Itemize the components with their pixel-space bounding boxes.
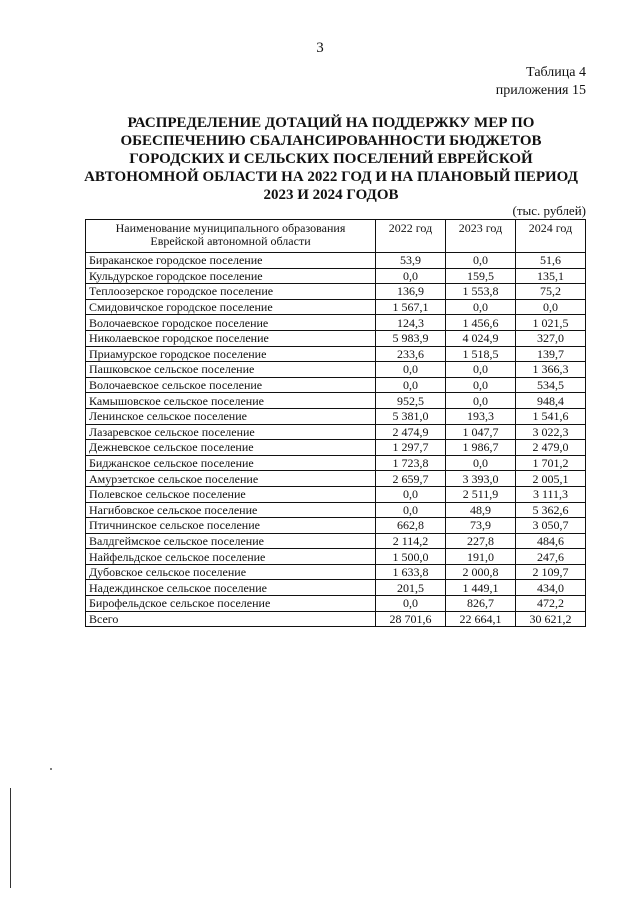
cell-amount-2022: 1 723,8 <box>376 455 446 471</box>
cell-amount-2023: 1 456,6 <box>446 315 516 331</box>
table-row <box>86 533 586 549</box>
cell-municipality-name: Кульдурское городское поселение <box>86 268 376 284</box>
cell-municipality-name: Дежневское сельское поселение <box>86 440 376 456</box>
cell-municipality-name: Нагибовское сельское поселение <box>86 502 376 518</box>
cell-amount-2023: 193,3 <box>446 408 516 424</box>
cell-amount-2024: 434,0 <box>516 580 586 596</box>
cell-amount-2022: 136,9 <box>376 284 446 300</box>
table-header-row <box>86 220 586 253</box>
cell-municipality-name: Дубовское сельское поселение <box>86 564 376 580</box>
table-row <box>86 424 586 440</box>
table-row <box>86 315 586 331</box>
cell-amount-2024: 2 109,7 <box>516 564 586 580</box>
header-2024: 2024 год <box>516 220 586 253</box>
cell-municipality-name: Бираканское городское поселение <box>86 253 376 269</box>
table-row <box>86 346 586 362</box>
cell-amount-2023: 0,0 <box>446 299 516 315</box>
cell-amount-2024: 3 111,3 <box>516 486 586 502</box>
cell-amount-2022: 2 114,2 <box>376 533 446 549</box>
cell-amount-2024: 3 022,3 <box>516 424 586 440</box>
table-row <box>86 471 586 487</box>
cell-municipality-name: Надеждинское сельское поселение <box>86 580 376 596</box>
cell-municipality-name: Найфельдское сельское поселение <box>86 549 376 565</box>
cell-amount-2023: 1 986,7 <box>446 440 516 456</box>
table-row <box>86 408 586 424</box>
cell-amount-2022: 952,5 <box>376 393 446 409</box>
cell-amount-2023: 0,0 <box>446 393 516 409</box>
cell-amount-2022: 5 983,9 <box>376 330 446 346</box>
cell-amount-2022: 0,0 <box>376 377 446 393</box>
cell-amount-2024: 3 050,7 <box>516 518 586 534</box>
cell-amount-2023: 22 664,1 <box>446 611 516 627</box>
cell-municipality-name: Птичнинское сельское поселение <box>86 518 376 534</box>
header-2022: 2022 год <box>376 220 446 253</box>
cell-municipality-name: Всего <box>86 611 376 627</box>
cell-municipality-name: Теплоозерское городское поселение <box>86 284 376 300</box>
header-municipality: Наименование муниципального образования Еврейской автономной области <box>86 220 376 253</box>
table-number: Таблица 4 <box>526 65 586 80</box>
cell-amount-2024: 1 541,6 <box>516 408 586 424</box>
cell-amount-2022: 2 659,7 <box>376 471 446 487</box>
cell-amount-2023: 1 518,5 <box>446 346 516 362</box>
cell-municipality-name: Смидовичское городское поселение <box>86 299 376 315</box>
cell-amount-2022: 0,0 <box>376 362 446 378</box>
cell-municipality-name: Бирофельдское сельское поселение <box>86 596 376 612</box>
table-row <box>86 440 586 456</box>
cell-amount-2024: 327,0 <box>516 330 586 346</box>
cell-amount-2022: 1 500,0 <box>376 549 446 565</box>
table-row <box>86 299 586 315</box>
cell-amount-2022: 0,0 <box>376 268 446 284</box>
table-row <box>86 268 586 284</box>
cell-municipality-name: Полевское сельское поселение <box>86 486 376 502</box>
cell-municipality-name: Камышовское сельское поселение <box>86 393 376 409</box>
cell-amount-2024: 534,5 <box>516 377 586 393</box>
table-row <box>86 518 586 534</box>
cell-amount-2022: 0,0 <box>376 596 446 612</box>
cell-municipality-name: Амурзетское сельское поселение <box>86 471 376 487</box>
cell-amount-2024: 247,6 <box>516 549 586 565</box>
cell-amount-2024: 75,2 <box>516 284 586 300</box>
table-reference <box>496 64 586 100</box>
cell-amount-2024: 2 005,1 <box>516 471 586 487</box>
cell-amount-2022: 28 701,6 <box>376 611 446 627</box>
cell-amount-2024: 472,2 <box>516 596 586 612</box>
cell-amount-2023: 227,8 <box>446 533 516 549</box>
table-row <box>86 377 586 393</box>
scan-speck <box>50 768 52 770</box>
table-row <box>86 284 586 300</box>
cell-amount-2024: 51,6 <box>516 253 586 269</box>
header-2023: 2023 год <box>446 220 516 253</box>
cell-amount-2023: 0,0 <box>446 362 516 378</box>
cell-amount-2024: 484,6 <box>516 533 586 549</box>
table-row <box>86 486 586 502</box>
cell-municipality-name: Волочаевское сельское поселение <box>86 377 376 393</box>
cell-amount-2024: 0,0 <box>516 299 586 315</box>
cell-amount-2023: 0,0 <box>446 253 516 269</box>
table-row <box>86 393 586 409</box>
cell-amount-2022: 0,0 <box>376 486 446 502</box>
cell-amount-2022: 2 474,9 <box>376 424 446 440</box>
cell-amount-2023: 0,0 <box>446 455 516 471</box>
cell-amount-2022: 201,5 <box>376 580 446 596</box>
units-label: (тыс. рублей) <box>512 203 586 218</box>
cell-amount-2024: 1 366,3 <box>516 362 586 378</box>
cell-amount-2022: 1 567,1 <box>376 299 446 315</box>
cell-amount-2022: 0,0 <box>376 502 446 518</box>
cell-amount-2023: 4 024,9 <box>446 330 516 346</box>
table-row <box>86 502 586 518</box>
cell-amount-2024: 5 362,6 <box>516 502 586 518</box>
cell-amount-2022: 233,6 <box>376 346 446 362</box>
cell-amount-2023: 191,0 <box>446 549 516 565</box>
cell-amount-2023: 2 511,9 <box>446 486 516 502</box>
cell-amount-2024: 30 621,2 <box>516 611 586 627</box>
page-number: 3 <box>316 40 324 56</box>
document-title: РАСПРЕДЕЛЕНИЕ ДОТАЦИЙ НА ПОДДЕРЖКУ МЕР ПО ОБЕСПЕЧЕНИЮ СБАЛАНСИРОВАННОСТИ БЮДЖЕТОВ ГОРОДСКИХ И СЕЛЬСКИХ ПОСЕЛЕНИЙ ЕВРЕЙСКОЙ АВТОНОМНОЙ ОБЛАСТИ НА 2022 ГОД И НА ПЛАНОВЫЙ ПЕРИОД 2023 И 2024 ГОДОВ <box>84 115 578 203</box>
cell-amount-2023: 826,7 <box>446 596 516 612</box>
table-total-row <box>86 611 586 627</box>
table-row <box>86 362 586 378</box>
cell-municipality-name: Биджанское сельское поселение <box>86 455 376 471</box>
cell-municipality-name: Лазаревское сельское поселение <box>86 424 376 440</box>
cell-amount-2022: 662,8 <box>376 518 446 534</box>
cell-amount-2023: 1 047,7 <box>446 424 516 440</box>
cell-amount-2023: 3 393,0 <box>446 471 516 487</box>
cell-municipality-name: Николаевское городское поселение <box>86 330 376 346</box>
table-row <box>86 330 586 346</box>
cell-amount-2023: 1 553,8 <box>446 284 516 300</box>
cell-amount-2024: 948,4 <box>516 393 586 409</box>
table-row <box>86 549 586 565</box>
cell-amount-2023: 2 000,8 <box>446 564 516 580</box>
cell-municipality-name: Ленинское сельское поселение <box>86 408 376 424</box>
cell-municipality-name: Пашковское сельское поселение <box>86 362 376 378</box>
cell-amount-2023: 0,0 <box>446 377 516 393</box>
subsidy-table <box>85 219 586 627</box>
cell-amount-2022: 1 633,8 <box>376 564 446 580</box>
cell-municipality-name: Валдгеймское сельское поселение <box>86 533 376 549</box>
cell-amount-2022: 5 381,0 <box>376 408 446 424</box>
cell-amount-2024: 1 701,2 <box>516 455 586 471</box>
cell-amount-2022: 53,9 <box>376 253 446 269</box>
cell-municipality-name: Приамурское городское поселение <box>86 346 376 362</box>
cell-amount-2022: 1 297,7 <box>376 440 446 456</box>
cell-amount-2023: 73,9 <box>446 518 516 534</box>
table-body <box>86 253 586 627</box>
cell-amount-2024: 2 479,0 <box>516 440 586 456</box>
table-row <box>86 564 586 580</box>
table-row <box>86 580 586 596</box>
table-row <box>86 455 586 471</box>
cell-amount-2023: 48,9 <box>446 502 516 518</box>
cell-amount-2024: 139,7 <box>516 346 586 362</box>
appendix-number: приложения 15 <box>495 83 586 98</box>
table-row <box>86 596 586 612</box>
cell-amount-2024: 1 021,5 <box>516 315 586 331</box>
cell-amount-2023: 159,5 <box>446 268 516 284</box>
cell-amount-2024: 135,1 <box>516 268 586 284</box>
cell-amount-2023: 1 449,1 <box>446 580 516 596</box>
table-row <box>86 253 586 269</box>
cell-amount-2022: 124,3 <box>376 315 446 331</box>
margin-line <box>10 788 11 888</box>
cell-municipality-name: Волочаевское городское поселение <box>86 315 376 331</box>
